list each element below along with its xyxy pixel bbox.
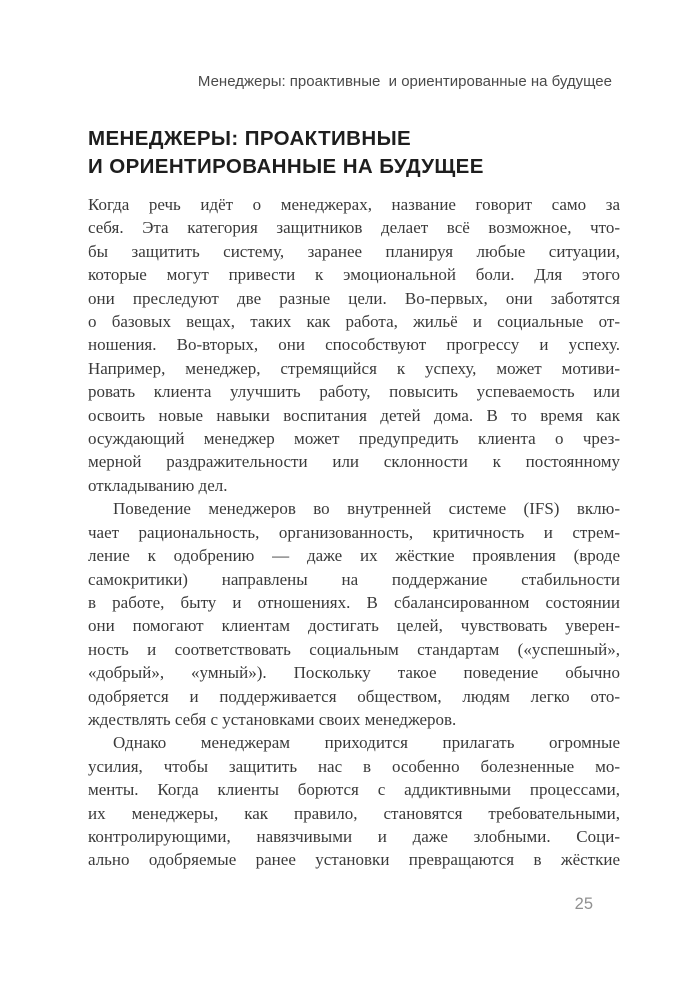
text-line: самокритики) направлены на поддержание стабильности [88,569,620,589]
text-line: «добрый», «умный»). Поскольку такое поведение обычно [88,663,620,683]
text-line: Поведение менеджеров во внутренней системе (IFS) вклю- [113,499,620,519]
text-line: Например, менеджер, стремящийся к успеху, может мотиви- [88,358,620,378]
text-line: они преследуют две разные цели. Во-первых, они заботятся [88,288,620,308]
text-line: одобряется и поддерживается обществом, людям легко ото- [88,686,620,706]
chapter-title-line-2: И ОРИЕНТИРОВАННЫЕ НА БУДУЩЕЕ [88,155,484,178]
body-text [88,193,620,872]
text-line: чает рациональность, организованность, критичность и стрем- [88,522,620,542]
text-line: ность и соответствовать социальным стандартам («успешный», [88,639,620,659]
text-line: в работе, быту и отношениях. В сбалансированном состоянии [88,592,620,612]
text-line: усилия, чтобы защитить нас в особенно болезненные мо- [88,756,620,776]
paragraph [88,193,620,497]
text-line: Однако менеджерам приходится прилагать огромные [113,733,620,753]
text-line: откладыванию дел. [88,475,228,495]
running-header: Менеджеры: проактивные и ориентированные на будущее [197,73,612,90]
text-line: ление к одобрению — даже их жёсткие проявления (вроде [88,546,620,566]
text-line: ровать клиента улучшить работу, повысить успеваемость или [88,382,620,402]
text-line: ношения. Во-вторых, они способствуют прогрессу и успеху. [88,335,620,355]
paragraph [88,497,620,731]
text-line: о базовых вещах, таких как работа, жильё и социальные от- [88,312,620,332]
text-line: ждествлять себя с установками своих менеджеров. [88,709,457,729]
text-line: менты. Когда клиенты борются с аддиктивными процессами, [88,780,620,800]
text-line: Когда речь идёт о менеджерах, название говорит само за [88,195,620,214]
text-line: их менеджеры, как правило, становятся требовательными, [88,803,620,823]
text-line: освоить новые навыки воспитания детей дома. В то время как [88,405,620,425]
chapter-title-line-1: МЕНЕДЖЕРЫ: ПРОАКТИВНЫЕ [88,127,412,150]
text-line: мерной раздражительности или склонности к постоянному [88,452,620,472]
text-line: себя. Эта категория защитников делает всё возможное, что- [88,218,620,238]
paragraph [88,731,620,871]
page-number: 25 [574,895,593,913]
text-line: ально одобряемые ранее установки превращаются в жёсткие [88,850,620,870]
text-line: которые могут привести к эмоциональной боли. Для этого [88,265,620,285]
text-line: контролирующими, навязчивыми и даже злобными. Соци- [88,826,620,846]
text-line: бы защитить систему, заранее планируя любые ситуации, [88,241,620,261]
text-line: осуждающий менеджер может предупредить клиента о чрез- [88,429,620,449]
chapter-title [88,125,620,181]
text-line: они помогают клиентам достигать целей, чувствовать уверен- [88,616,620,636]
